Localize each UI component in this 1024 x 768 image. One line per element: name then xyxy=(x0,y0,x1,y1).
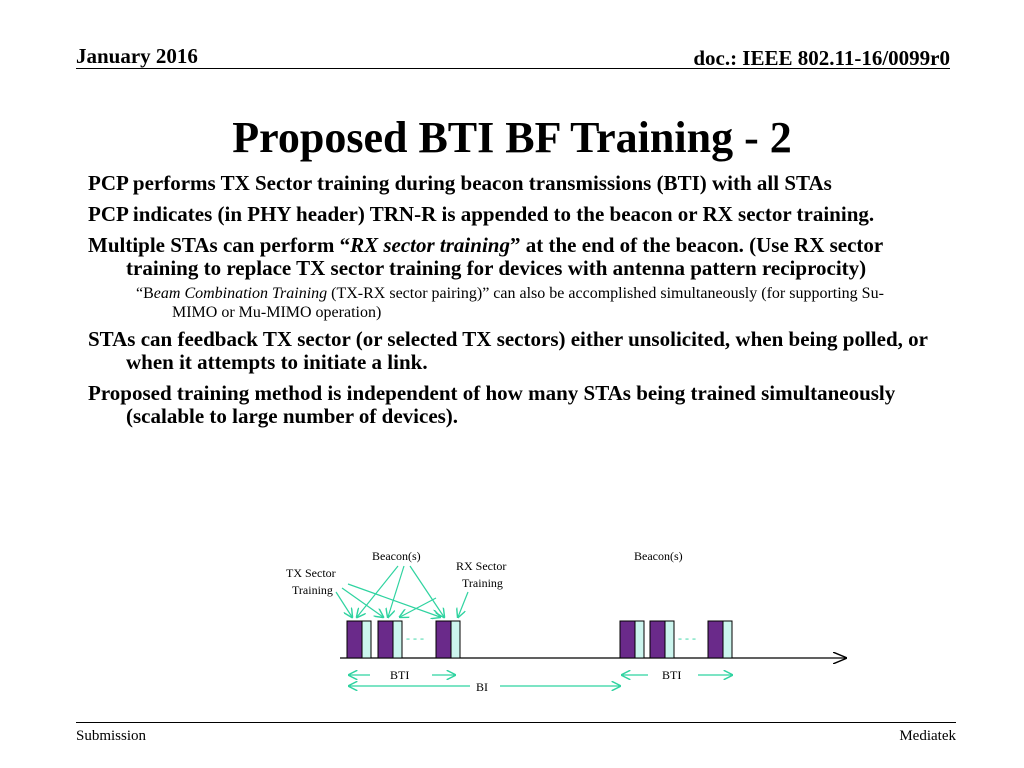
ellipsis-dashes: - - - xyxy=(678,631,696,645)
rx-training-block xyxy=(451,621,460,658)
beacon-block xyxy=(708,621,723,658)
rx-sector-label-2: Training xyxy=(462,576,503,590)
bullet-3-pre: Multiple STAs can perform “ xyxy=(88,233,351,257)
rx-training-block xyxy=(393,621,402,658)
bti-label-2: BTI xyxy=(662,668,682,682)
bullet-3-emphasis: RX sector training xyxy=(350,233,510,257)
sub-bullet-emphasis: eam Combination Training xyxy=(153,285,328,302)
beacon-block xyxy=(347,621,362,658)
bullet-1: PCP performs TX Sector training during beacon transmissions (BTI) with all STAs xyxy=(88,171,832,195)
bti-label-1: BTI xyxy=(390,668,410,682)
slide-title: Proposed BTI BF Training - 2 xyxy=(232,113,792,162)
footer-company: Mediatek xyxy=(899,728,956,744)
beacons-label-1: Beacon(s) xyxy=(372,549,421,563)
header-doc-id: doc.: IEEE 802.11-16/0099r0 xyxy=(693,46,950,70)
beacons-label-2: Beacon(s) xyxy=(634,549,683,563)
bi-label: BI xyxy=(476,680,488,694)
bullet-2: PCP indicates (in PHY header) TRN-R is appended to the beacon or RX sector training. xyxy=(88,202,875,226)
tx-sector-label-2: Training xyxy=(292,583,333,597)
sub-bullet-pre: “B xyxy=(136,285,154,302)
beacon-block xyxy=(650,621,665,658)
bullet-3-post: ” at the end of the beacon. (Use RX sector training to replace TX sector training for devices with antenna pattern reciprocity) xyxy=(126,233,883,280)
rx-training-block xyxy=(635,621,644,658)
beacon-block xyxy=(378,621,393,658)
rx-sector-label-1: RX Sector xyxy=(456,559,507,573)
tx-sector-label-1: TX Sector xyxy=(286,566,336,580)
ellipsis-dashes: - - - xyxy=(406,631,424,645)
footer-submission: Submission xyxy=(76,728,147,744)
beacon-block xyxy=(620,621,635,658)
beacon-block xyxy=(436,621,451,658)
bullet-5: Proposed training method is independent of how many STAs being trained simultaneously (scalable to large number of devices). xyxy=(88,381,896,428)
footer-rule xyxy=(76,722,956,723)
callout-arrows xyxy=(336,566,468,617)
sub-bullet-post: (TX-RX sector pairing)” can also be accomplished simultaneously (for supporting Su-MIMO or Mu-MIMO operation) xyxy=(172,285,884,321)
rx-training-block xyxy=(665,621,674,658)
bullet-4: STAs can feedback TX sector (or selected TX sectors) either unsolicited, when being polled, or when it attempts to initiate a link. xyxy=(88,327,928,374)
rx-training-block xyxy=(362,621,371,658)
rx-training-block xyxy=(723,621,732,658)
header-date: January 2016 xyxy=(76,44,198,68)
